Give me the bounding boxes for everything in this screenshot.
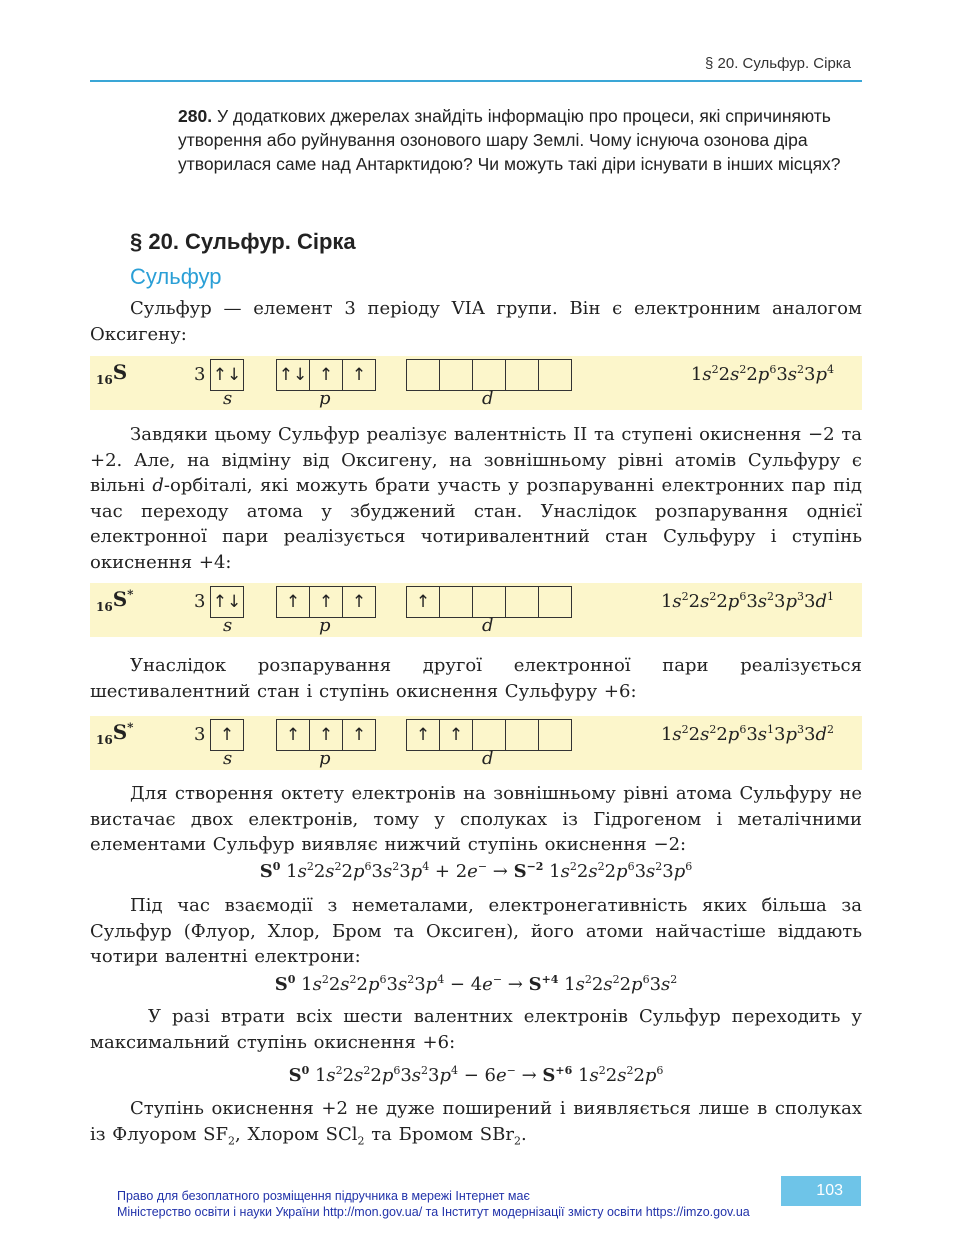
orbital-cell: ↑: [310, 360, 343, 390]
s-orbital-cells: [210, 586, 244, 618]
orbital-cell: ↑↓: [212, 592, 242, 612]
orbital-cell: ↑: [351, 365, 367, 385]
level-number: 3: [194, 364, 206, 385]
orbital-cell: ↑: [407, 720, 440, 750]
s-label: s: [223, 388, 233, 409]
paragraph-2: Завдяки цьому Сульфур реалізує валентність II та ступені окиснення −2 та +2. Але, на відміну від Оксигену, на зовнішньому рівні атомів Сульфуру є вільні d-орбіталі, які можуть брати участь у розпаруванні електронних пар під час переходу атома у збуджений стан. Унаслідок розпарування однієї електронної пари реалізується чотиривалентний стан Сульфуру і ступінь окиснення +4:: [90, 424, 863, 573]
orbital-cell: [539, 587, 571, 617]
page-number: 103: [781, 1176, 861, 1206]
orbital-cell: [506, 720, 539, 750]
s-orbital-cells: [210, 359, 244, 391]
orbital-cell: ↑↓: [277, 360, 310, 390]
element-symbol: $_{16}$S: [96, 360, 128, 387]
element-symbol: $_{16}$S*: [96, 587, 134, 614]
level-number: 3: [194, 724, 206, 745]
orbital-diagram-ground: [90, 356, 862, 410]
orbital-cell: [407, 360, 440, 390]
orbital-cell: ↑: [351, 725, 367, 745]
p-orbital-cells: [276, 359, 376, 391]
d-orbital-cells: [406, 359, 572, 391]
paragraph-7: Ступінь окиснення +2 не дуже поширений і виявляється лише в сполуках із Флуором $SF_2$, Хлором SCl$_2$ та Бромом SBr$_2$.: [90, 1098, 862, 1148]
subheading: Сульфур: [130, 264, 222, 289]
d-label: d: [482, 615, 494, 636]
element-symbol: $_{16}$S*: [96, 720, 134, 747]
d-orbital-cells: [406, 586, 572, 618]
orbital-cell: ↑: [407, 587, 440, 617]
s-label: s: [223, 748, 233, 769]
section-title: § 20. Сульфур. Сірка: [130, 229, 356, 254]
paragraph-4: Для створення октету електронів на зовнішньому рівні атома Сульфуру не вистачає двох електронів, тому у сполуках із Гідрогеном і металічними елементами Сульфур виявляє нижчий ступінь окиснення −2:: [90, 783, 862, 855]
orbital-cell: [506, 587, 539, 617]
d-label: d: [482, 748, 494, 769]
orbital-cell: [440, 587, 473, 617]
task-280: [178, 104, 864, 176]
paragraph-3: Унаслідок розпарування другої електронної пари реалізується шестивалентний стан і ступінь окиснення Сульфуру +6:: [90, 655, 862, 702]
orbital-cell: [473, 360, 506, 390]
orbital-cell: ↑: [440, 720, 473, 750]
electron-config: $1s^22s^22p^63s^13p^33d^2$: [660, 723, 834, 745]
electron-config: $1s^22s^22p^63s^23p^4$: [690, 363, 834, 385]
orbital-cell: [539, 720, 571, 750]
p-label: p: [319, 615, 331, 636]
orbital-cell: ↑: [310, 720, 343, 750]
equation-3: $S^0$ $1s^22s^22p^63s^23p^4 - 6e^- \to S^{+6}$ $1s^22s^22p^6$: [288, 1064, 664, 1086]
orbital-cell: ↑: [219, 725, 235, 745]
orbital-cell: ↑: [351, 592, 367, 612]
d-label: d: [482, 388, 494, 409]
orbital-diagram-excited-2: [90, 716, 862, 770]
electron-config: $1s^22s^22p^63s^23p^33d^1$: [660, 590, 834, 612]
level-number: 3: [194, 591, 206, 612]
orbital-cell: [473, 720, 506, 750]
equation-1: $S^0$ $1s^22s^22p^63s^23p^4 + 2e^- \to S^{-2}$ $1s^22s^22p^63s^23p^6$: [259, 860, 693, 882]
orbital-cell: ↑: [277, 720, 310, 750]
orbital-diagram-excited-1: [90, 583, 862, 637]
d-orbital-cells: [406, 719, 572, 751]
equation-2: $S^0$ $1s^22s^22p^63s^23p^4 - 4e^- \to S^{+4}$ $1s^22s^22p^63s^2$: [274, 973, 678, 995]
task-number: 280.: [178, 106, 213, 126]
paragraph-6: У разі втрати всіх шести валентних електронів Сульфур переходить у максимальний ступінь окиснення +6:: [90, 1006, 862, 1053]
p-label: p: [319, 748, 331, 769]
running-head: § 20. Сульфур. Сірка: [705, 55, 852, 72]
header-rule: [90, 80, 862, 82]
paragraph-5: Під час взаємодії з неметалами, електронегативність яких більша за Сульфур (Флуор, Хлор, Бром та Оксиген), його атоми найчастіше віддають чотири валентні електрони:: [90, 895, 862, 967]
footer-line-1: Право для безоплатного розміщення підручника в мережі Інтернет має: [117, 1189, 530, 1203]
paragraph-1: Сульфур — елемент 3 періоду VIA групи. Він є електронним аналогом Оксигену:: [90, 298, 862, 345]
orbital-cell: [440, 360, 473, 390]
p-orbital-cells: [276, 719, 376, 751]
footer: [117, 1188, 750, 1220]
s-label: s: [223, 615, 233, 636]
s-orbital-cells: [210, 719, 244, 751]
orbital-cell: [473, 587, 506, 617]
orbital-cell: [506, 360, 539, 390]
task-text: У додаткових джерелах знайдіть інформацію про процеси, які спричиняють утворення або руйнування озонового шару Землі. Чому існуюча озонова діра утворилася саме над Антарктидою? Чи можуть такі діри існувати в інших місцях?: [178, 106, 841, 174]
orbital-cell: ↑: [277, 587, 310, 617]
orbital-cell: [539, 360, 571, 390]
orbital-cell: ↑↓: [212, 365, 242, 385]
p-orbital-cells: [276, 586, 376, 618]
orbital-cell: ↑: [310, 587, 343, 617]
p-label: p: [319, 388, 331, 409]
footer-line-2: Міністерство освіти і науки України http://mon.gov.ua/ та Інститут модернізації змісту освіти https://imzo.gov.ua: [117, 1205, 750, 1219]
